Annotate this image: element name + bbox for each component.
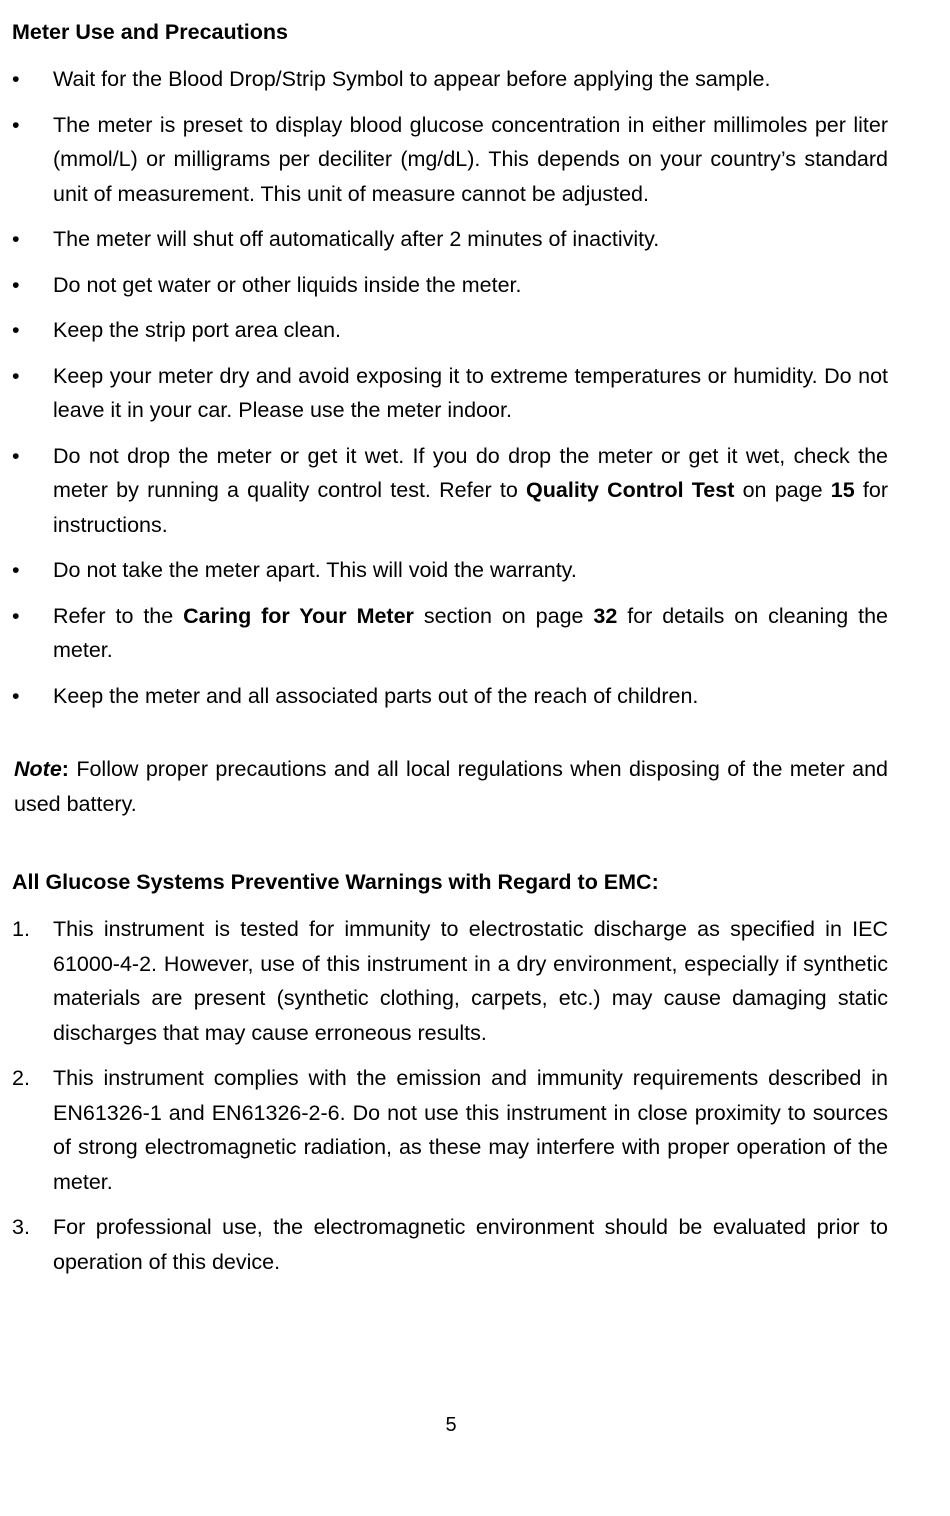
bullet-icon: •: [12, 443, 20, 468]
note-text: Follow proper precautions and all local regulations when disposing of the meter and used battery.: [14, 757, 888, 816]
list-item-text: Do not get water or other liquids inside the meter.: [53, 272, 522, 297]
list-item: [12, 62, 888, 97]
list-item-text: Wait for the Blood Drop/Strip Symbol to appear before applying the sample.: [53, 67, 771, 91]
page-reference: 15: [830, 478, 855, 502]
list-item: [12, 912, 888, 1050]
list-item-text: Keep the meter and all associated parts out of the reach of children.: [53, 683, 699, 708]
bullet-icon: •: [12, 558, 20, 582]
list-number: 3.: [12, 1215, 30, 1239]
list-item-text: The meter will shut off automatically after 2 minutes of inactivity.: [53, 227, 660, 251]
list-item-text: Keep the strip port area clean.: [53, 318, 342, 342]
list-item: [12, 1061, 888, 1199]
section-heading-meter-use: Meter Use and Precautions: [12, 20, 289, 44]
emc-warnings-list: [12, 912, 888, 1290]
bullet-icon: •: [12, 112, 20, 137]
disposal-note: Note: Follow proper precautions and all local regulations when disposing of the meter and used battery.: [14, 757, 888, 816]
quality-control-test-reference: Quality Control Test: [526, 478, 735, 502]
list-item: [12, 108, 888, 212]
list-item: [12, 439, 888, 543]
bullet-icon: •: [12, 603, 20, 628]
bullet-icon: •: [12, 363, 20, 388]
list-item-text: Refer to the Caring for Your Meter section on page 32 for details on cleaning the meter.: [53, 603, 888, 662]
list-item-text: For professional use, the electromagnetic environment should be evaluated prior to operation of this device.: [53, 1215, 888, 1274]
bullet-icon: •: [12, 272, 20, 297]
caring-for-meter-reference: Caring for Your Meter: [183, 603, 414, 628]
page-number: 5: [445, 1414, 457, 1436]
list-item-text: The meter is preset to display blood glucose concentration in either millimoles per liter (mmol/L) or milligrams per deciliter (mg/dL). This depends on your country’s standard unit of measurement. This unit of measure cannot be adjusted.: [53, 112, 888, 206]
bullet-icon: •: [12, 683, 20, 708]
list-item: [12, 313, 888, 348]
section-heading-emc-warnings: All Glucose Systems Preventive Warnings with Regard to EMC:: [12, 870, 659, 894]
precautions-list: [12, 62, 888, 724]
list-item-text: This instrument is tested for immunity to electrostatic discharge as specified in IEC 61000-4-2. However, use of this instrument in a dry environment, especially if synthetic materials are present (synthetic clothing, carpets, etc.) may cause damaging static discharges that may cause erroneous results.: [53, 917, 888, 1045]
page-reference: 32: [593, 603, 618, 628]
note-label: Note: [14, 757, 62, 781]
list-item-text: Do not drop the meter or get it wet. If you do drop the meter or get it wet, check the meter by running a quality control test. Refer to Quality Control Test on page 15 for instructions.: [53, 443, 888, 537]
list-item-text: Do not take the meter apart. This will void the warranty.: [53, 558, 577, 582]
list-item: [12, 268, 888, 303]
list-item: [12, 599, 888, 668]
list-item: [12, 1210, 888, 1279]
list-item: [12, 553, 888, 588]
list-item: [12, 359, 888, 428]
list-item: [12, 222, 888, 257]
list-number: 2.: [12, 1066, 30, 1090]
bullet-icon: •: [12, 318, 20, 342]
bullet-icon: •: [12, 67, 20, 91]
list-item: [12, 679, 888, 714]
list-item-text: This instrument complies with the emission and immunity requirements described in EN61326-1 and EN61326-2-6. Do not use this instrument in close proximity to sources of strong electromagnetic radiation, as these may interfere with proper operation of the meter.: [53, 1066, 888, 1194]
list-number: 1.: [12, 917, 30, 941]
bullet-icon: •: [12, 227, 20, 251]
list-item-text: Keep your meter dry and avoid exposing it to extreme temperatures or humidity. Do not leave it in your car. Please use the meter indoor.: [53, 363, 888, 422]
